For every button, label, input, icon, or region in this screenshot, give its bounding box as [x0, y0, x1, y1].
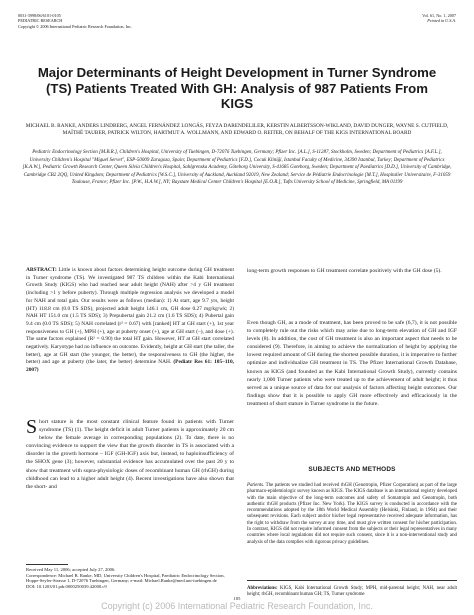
- right-column-text: Even though GH, as a mode of treatment, has been proved to be safe (6,7), it is not possible to completely rule out the risks which may arise due to long-term elevation of GH and IGF levels (8). In addition, the cost of GH treatment is also an important aspect that needs to be considered (9). Therefore, in aiming to achieve the normalization of height by applying the lowest required amount of GH during the shortest possible duration, it is imperative to further optimize and individualize GH treatment in TS. The Pfizer International Growth Database, known as KIGS (and founded as the Kabi International Growth Study), currently contains nearly 1,000 Turner patients who were treated up to the achievement of adult height; it thus served as a unique source of data for our analysis of factors affecting height outcomes. Our findings show that it is possible to apply GH more effectively and efficaciously in the treatment of short stature in Turner syndrome in the future.: [247, 320, 457, 407]
- volume-info: [422, 13, 456, 24]
- volume-number: Vol. 61, No. 1, 2007: [422, 13, 456, 18]
- abstract-citation: (Pediatr Res 61: 105–110, 2007): [26, 359, 234, 374]
- journal-info: [18, 13, 132, 29]
- footnotes: [26, 567, 234, 589]
- abstract-text: Little is known about factors determining height outcome during GH treatment in Turner syndrome (TS). We investigated 987 TS children within the Kabi International Growth Study (KIGS) who had reached near adult height (NAH) after >4 y GH treatment (including >1 y before puberty). Through multiple regression analysis we developed a model for NAH and total gain. Our results were as follows (median): 1) At start, age 9.7 yrs, height (HT) 118.8 cm (0.0 TS SDS), projected adult height 146.1 cm, GH dose 0.27 mg/kg/wk; 2) NAH HT 151.0 cm (1.5 TS SDS); 3) Prepubertal gain 21.2 cm (1.6 TS SDS); 4) Pubertal gain 9.4 cm (0.0 TS SDS); 5) NAH correlated (r² = 0.67) with [ranked] HT at GH start (+), 1st year responsiveness to GH (+), MPH (+), age at puberty onset (+), age at GH start (–), and dose (+). The same factors explained (R² = 0.90) the total HT gain. However, HT at GH start correlated negatively. Karyotype had no influence on outcome. Evidently, height at GH start (the taller, the better), age at GH start (the younger, the better), the responsiveness to GH (the higher, the better) and age at puberty (the later, the better) determine NAH.: [26, 267, 234, 366]
- journal-copyright: Copyright © 2006 International Pediatric Research Foundation, Inc.: [18, 23, 133, 29]
- introduction: [26, 418, 234, 491]
- section-heading: SUBJECTS AND METHODS: [308, 466, 396, 473]
- author-list: MICHAEL B. RANKE, ANDERS LINDBERG, ANGEL FERNÁNDEZ LONGÁS, FEYZA DARENDELILER, KERSTIN ALBERTSSON-WIKLAND, DAVID DUNGER, WAYNE S. CUTFIELD, MAÏTHÉ TAUBER, PATRICK WILTON, HARTMUT A. WOLLMANN, AND EDWARD O. REITER, ON BEHALF OF THE KIGS INTERNATIONAL BOARD: [25, 123, 449, 136]
- introduction-text: hort stature is the most constant clinical feature found in patients with Turner syndrome (TS) (1). The height deficit in adult Turner patients is approximately 20 cm below the female average in corresponding populations (2). To date, there is no convincing evidence to support the view that the growth disorder in TS is associated with a disorder in the growth hormone – IGF (GH-IGF) axis but, instead, to haploinsufficiency of the SHOX gene (3); however, substantial evidence has accumulated over the past 20 y to show that treatment with supra-physiologic doses of recombinant human GH (rhGH) during childhood can lead to a higher adult height (4). Recent investigations have also shown that the short- and: [26, 419, 234, 490]
- journal-name: PEDIATRIC RESEARCH: [18, 18, 63, 24]
- abstract-label: ABSTRACT:: [26, 267, 57, 273]
- methods-text: The patients we studied had received rhGH (Genotropin, Pfizer Corporation) as part of the large pharmaco-epidemiologic survey known as KIGS. The KIGS database is an international registry developed with the main objective of the long-term outcomes and safety of Somatropin and Genotropin, both authentic rhGH products (Pfizer Inc. New York). The KIGS survey is conducted in accordance with the recommendations adopted by the 18th World Medical Assembly (Helsinki, Finland, in 1964) and their subsequent revisions. Each subject and/or his/her legal representative received adequate information, has the right to withdraw from the survey at any time, and must give written consent for his/her participation. In contrast, KIGS did not require informed consent from the subjects or their legal representatives in many countries where local regulations did not require such consent, since it is a non-interventional study and analysis of the data complies with rigorous privacy guidelines.: [247, 483, 458, 545]
- abbreviations-label: Abbreviations:: [247, 586, 278, 591]
- drop-cap: S: [26, 416, 38, 438]
- right-column-paragraph-2: [247, 319, 457, 408]
- methods-paragraph: [247, 483, 457, 546]
- footnote-doi: DOI: 10.1203/01.pdr.0000250039.42000.c9: [26, 583, 107, 589]
- abstract: [26, 267, 234, 375]
- printed-in: Printed in U.S.A.: [427, 18, 456, 24]
- affiliations: Pediatric Endocrinology Section [M.B.R.], Children's Hospital, University of Tuebingen, D-72076 Tuebingen, Germany; Pfizer Inc. [A.L.], S-11287, Stockholm, Sweden; Department of Pediatrics [A.F.L.], University Children's Hospital "Miguel Servet", ESP-50009 Zaragoza, Spain; Department of Pediatrics [F.D.], Cocuk Kliniği, Istanbul Faculty of Medicine, 34390 Istanbul, Turkey; Department of Pediatrics [K.A.W.], Pediatric Growth Research Center, Queen Silvia Children's Hospital, Sahlgrenska Academy, Göteborg University, S-41685 Goteborg, Sweden; Department of Paediatrics [D.D.], University of Cambridge, Cambridge CB2 2QQ, United Kingdom; Department of Pediatrics [W.S.C.], University of Auckland, Auckland 92019, New Zealand; Service de Pédiatrie Endocrinologie [M.T.], Hospitalier Universitaire, F-31059 Toulouse, France; Pfizer Inc. [P.W., H.A.W.], NY; Baystate Medical Center Children's Hospital [E.O.R.], Tufts University School of Medicine, Springfield, MA 01199: [22, 150, 452, 185]
- footnote-divider: [26, 564, 68, 565]
- abbreviations-text: KIGS, Kabi International Growth Study; MPH, mid-parental height; NAH, near adult height; rhGH, recombinant human GH; TS, Turner syndrome: [247, 586, 458, 597]
- abbreviations-divider: [247, 580, 457, 581]
- right-column-paragraph-1: long-term growth responses to GH treatment correlate positively with the GH dose (5).: [247, 268, 442, 274]
- copyright-watermark: Copyright (c) 2006 International Pediatric Research Foundation, Inc.: [101, 601, 373, 611]
- page-number: 105: [233, 596, 241, 601]
- footnote-correspondence: Correspondence: Michael B. Ranke, MD, University Children's Hospital, Paediatric Endocrinology Section, Hoppe-Seyler-Strasse 1, D-72076 Tuebingen, Germany; e-mail: Michael.Ranke@med.uni-tuebingen.de: [26, 572, 225, 583]
- methods-label: Patients.: [247, 483, 265, 488]
- journal-issn: 0031-3998/06/6101-0105: [18, 13, 61, 18]
- footnote-received: Received May 11, 2006; accepted July 27, 2006.: [26, 567, 116, 572]
- article-title: Major Determinants of Height Development in Turner Syndrome (TS) Patients Treated With GH: Analysis of 987 Patients From KIGS: [37, 65, 437, 111]
